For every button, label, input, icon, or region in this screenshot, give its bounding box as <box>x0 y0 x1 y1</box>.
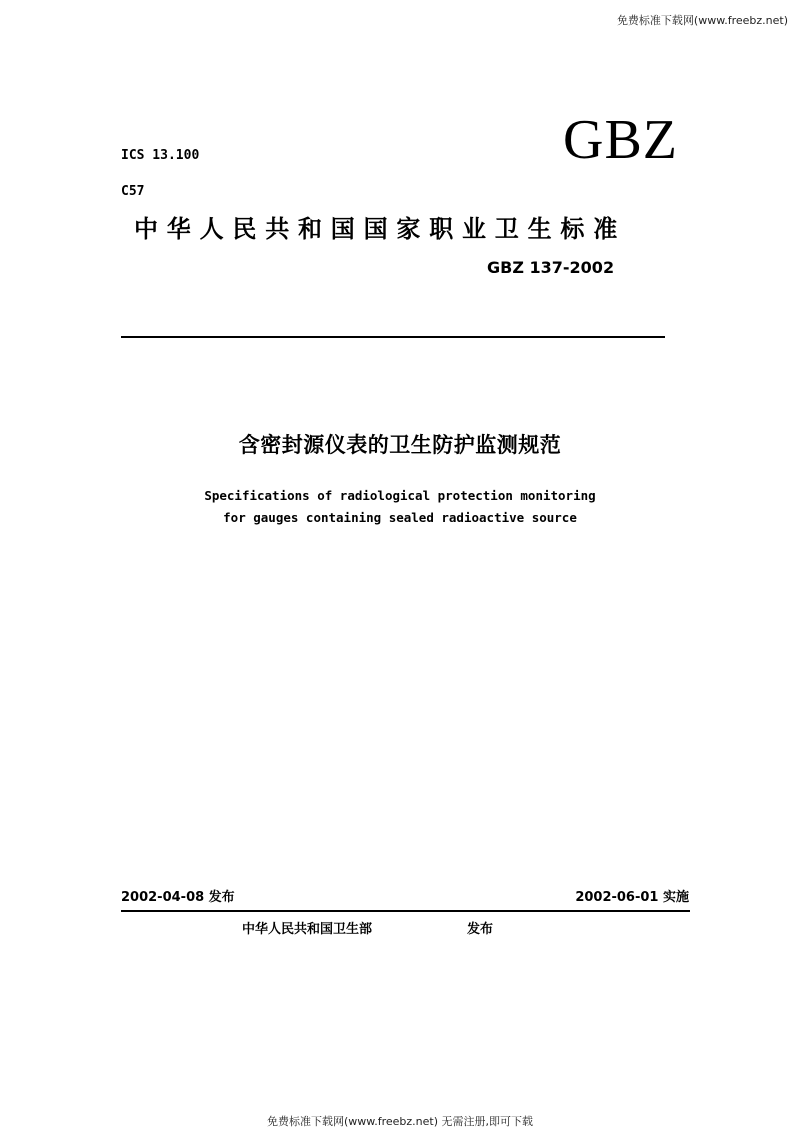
watermark-bottom: 免费标准下载网(www.freebz.net) 无需注册,即可下载 <box>266 1115 534 1128</box>
watermark-top: 免费标准下载网(www.freebz.net) <box>616 14 788 27</box>
implementation-date: 2002-06-01 实施 <box>575 890 689 905</box>
ics-code: ICS 13.100 <box>121 148 200 163</box>
issuing-authority: 中华人民共和国卫生部 <box>242 922 373 937</box>
standard-category: 中华人民共和国国家职业卫生标准 <box>134 215 626 243</box>
issue-date: 2002-04-08 发布 <box>121 890 235 905</box>
bottom-divider <box>121 910 690 912</box>
title-chinese: 含密封源仪表的卫生防护监测规范 <box>238 433 562 457</box>
ccs-code: C57 <box>121 184 145 199</box>
title-english-line-1: Specifications of radiological protection monitoring <box>204 488 596 503</box>
title-english-line-2: for gauges containing sealed radioactive source <box>223 510 577 525</box>
top-divider <box>121 336 665 338</box>
issue-label: 发布 <box>467 922 494 937</box>
gbz-logo: GBZ <box>563 109 678 171</box>
standard-number: GBZ 137-2002 <box>487 258 615 277</box>
